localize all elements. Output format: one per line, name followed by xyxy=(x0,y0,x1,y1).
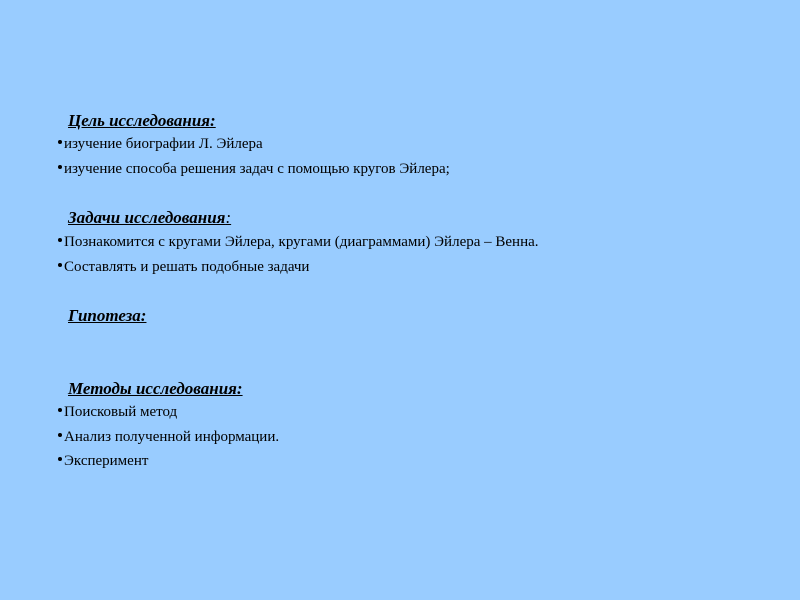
list-item-text: изучение способа решения задач с помощью кругов Эйлера; xyxy=(64,161,450,177)
bullet-icon xyxy=(58,238,62,242)
heading-research-tasks-trail: : xyxy=(225,208,232,227)
list-item-text: Анализ полученной информации. xyxy=(64,429,280,445)
bullet-icon xyxy=(58,457,62,461)
list-item-text: Познакомится с кругами Эйлера, кругами (диаграммами) Эйлера – Венна. xyxy=(64,234,539,250)
heading-research-tasks xyxy=(68,207,231,229)
list-item-goal-2 xyxy=(58,159,450,179)
list-item-method-3 xyxy=(58,451,148,471)
heading-research-goal xyxy=(68,110,216,132)
list-item-text: Поисковый метод xyxy=(64,404,178,420)
bullet-icon xyxy=(58,165,62,169)
heading-research-tasks-text: Задачи исследования xyxy=(68,208,226,227)
list-item-text: Эксперимент xyxy=(64,453,149,469)
bullet-icon xyxy=(58,408,62,412)
heading-research-methods-text: Методы исследования: xyxy=(68,379,243,398)
heading-research-goal-text: Цель исследования: xyxy=(68,111,216,130)
list-item-goal-1 xyxy=(58,134,263,154)
bullet-icon xyxy=(58,263,62,267)
list-item-method-2 xyxy=(58,427,279,447)
list-item-method-1 xyxy=(58,402,177,422)
list-item-task-1 xyxy=(58,232,539,252)
bullet-icon xyxy=(58,140,62,144)
heading-hypothesis-text: Гипотеза: xyxy=(68,306,147,325)
list-item-text: изучение биографии Л. Эйлера xyxy=(64,136,263,152)
list-item-text: Составлять и решать подобные задачи xyxy=(64,259,310,275)
heading-research-methods xyxy=(68,378,243,400)
bullet-icon xyxy=(58,433,62,437)
list-item-task-2 xyxy=(58,257,309,277)
heading-hypothesis xyxy=(68,305,146,327)
